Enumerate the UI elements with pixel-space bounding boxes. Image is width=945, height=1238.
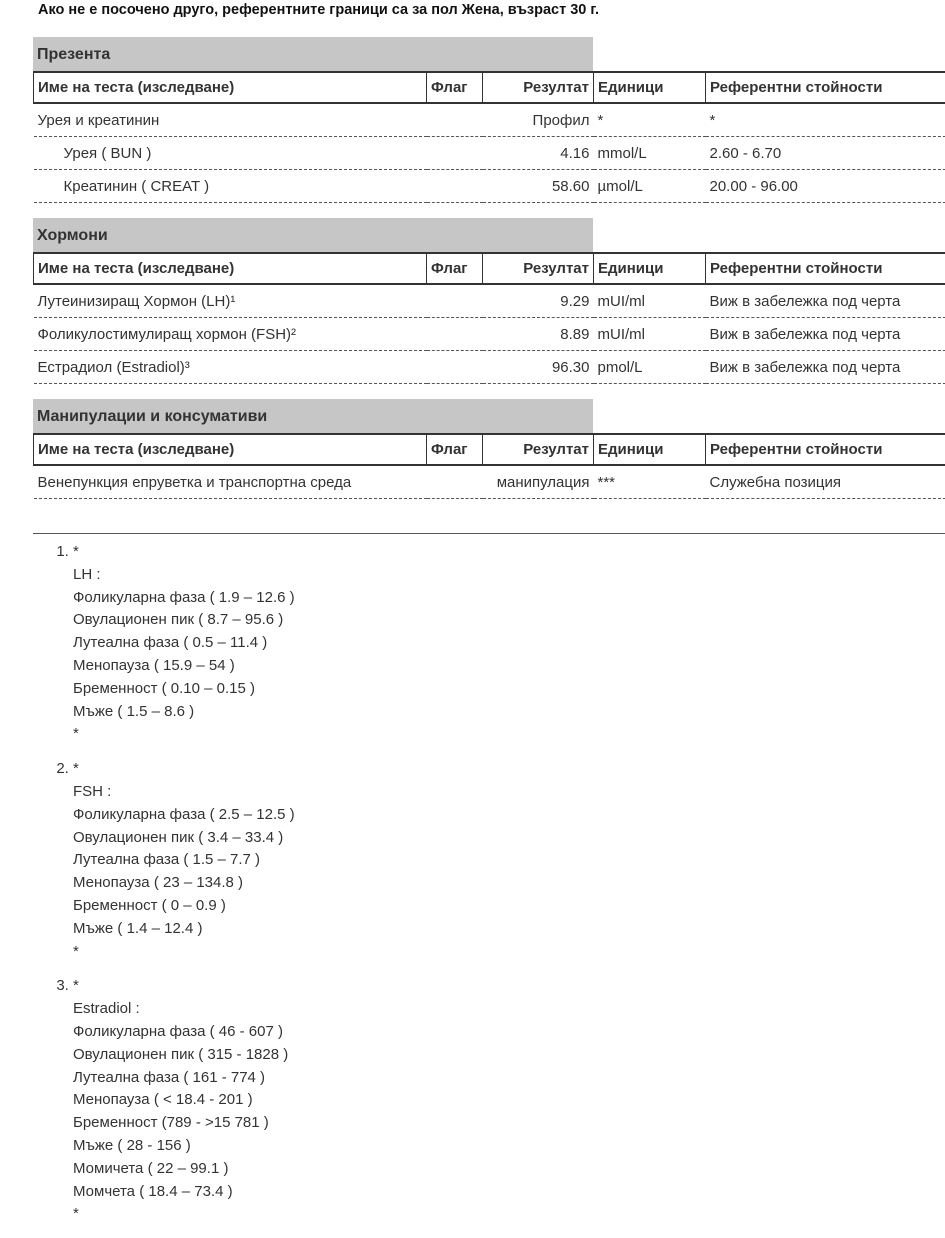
col-flag: Флаг bbox=[427, 253, 483, 284]
section-0 bbox=[33, 37, 945, 203]
reference-range: 2.60 - 6.70 bbox=[706, 137, 945, 170]
units: mmol/L bbox=[594, 137, 706, 170]
footnote-line: Овулационен пик ( 315 - 1828 ) bbox=[73, 1044, 295, 1067]
footnote-line: 2. * bbox=[73, 758, 295, 781]
col-result: Резултат bbox=[483, 434, 594, 465]
col-name: Име на теста (изследване) bbox=[34, 253, 427, 284]
footnote-line: Момичета ( 22 – 99.1 ) bbox=[73, 1158, 295, 1181]
footnote-line: Бременност ( 0 – 0.9 ) bbox=[73, 895, 295, 918]
footnote-line: Менопауза ( 15.9 – 54 ) bbox=[73, 655, 295, 678]
result: Профил bbox=[483, 103, 594, 137]
footnote-line: Мъже ( 1.5 – 8.6 ) bbox=[73, 701, 295, 724]
table-row bbox=[34, 465, 945, 499]
reference-range: Виж в забележка под черта bbox=[706, 318, 945, 351]
footnote-line: * bbox=[73, 941, 295, 964]
results-table bbox=[33, 433, 945, 499]
units: mUI/ml bbox=[594, 284, 706, 318]
footnote-line: Менопауза ( 23 – 134.8 ) bbox=[73, 872, 295, 895]
table-row bbox=[34, 137, 945, 170]
footnote-line: Мъже ( 1.4 – 12.4 ) bbox=[73, 918, 295, 941]
footnotes-list bbox=[0, 541, 295, 1238]
col-ref: Референтни стойности bbox=[706, 253, 945, 284]
reference-range: * bbox=[706, 103, 945, 137]
section-1 bbox=[33, 218, 945, 384]
footnote-line: Фоликуларна фаза ( 2.5 – 12.5 ) bbox=[73, 804, 295, 827]
footnote-line: 3. * bbox=[73, 975, 295, 998]
test-name: Креатинин ( CREAT ) bbox=[34, 170, 427, 203]
units: *** bbox=[594, 465, 706, 499]
test-name: Урея ( BUN ) bbox=[34, 137, 427, 170]
result: 96.30 bbox=[483, 351, 594, 384]
footnote-line: Бременност ( 0.10 – 0.15 ) bbox=[73, 678, 295, 701]
test-name: Лутеинизиращ Хормон (LH)¹ bbox=[34, 284, 427, 318]
result: 9.29 bbox=[483, 284, 594, 318]
table-row bbox=[34, 284, 945, 318]
footnote-line: 1. * bbox=[73, 541, 295, 564]
footnote-line: Момчета ( 18.4 – 73.4 ) bbox=[73, 1181, 295, 1204]
flag bbox=[427, 103, 483, 137]
test-name: Фоликулостимулиращ хормон (FSH)² bbox=[34, 318, 427, 351]
table-header bbox=[34, 434, 945, 465]
footnote-line: Овулационен пик ( 8.7 – 95.6 ) bbox=[73, 609, 295, 632]
footnote-line: Менопауза ( < 18.4 - 201 ) bbox=[73, 1089, 295, 1112]
result: манипулация bbox=[483, 465, 594, 499]
footnote-line: Estradiol : bbox=[73, 998, 295, 1021]
results-table bbox=[33, 252, 945, 384]
col-units: Единици bbox=[594, 253, 706, 284]
table-header bbox=[34, 72, 945, 103]
footnote-line: FSH : bbox=[73, 781, 295, 804]
col-flag: Флаг bbox=[427, 72, 483, 103]
col-result: Резултат bbox=[483, 72, 594, 103]
section-title: Манипулации и консумативи bbox=[33, 399, 593, 433]
flag bbox=[427, 137, 483, 170]
footnote-line: * bbox=[73, 723, 295, 746]
reference-range: Служебна позиция bbox=[706, 465, 945, 499]
result: 58.60 bbox=[483, 170, 594, 203]
reference-range: Виж в забележка под черта bbox=[706, 351, 945, 384]
col-result: Резултат bbox=[483, 253, 594, 284]
table-header bbox=[34, 253, 945, 284]
col-ref: Референтни стойности bbox=[706, 434, 945, 465]
footnote-1 bbox=[73, 541, 295, 746]
results-table bbox=[33, 71, 945, 203]
flag bbox=[427, 351, 483, 384]
footnote-line: Лутеална фаза ( 161 - 774 ) bbox=[73, 1067, 295, 1090]
col-units: Единици bbox=[594, 72, 706, 103]
footnote-line: LH : bbox=[73, 564, 295, 587]
reference-range: 20.00 - 96.00 bbox=[706, 170, 945, 203]
footnote-divider bbox=[33, 533, 945, 534]
units: mUI/ml bbox=[594, 318, 706, 351]
footnote-line: Овулационен пик ( 3.4 – 33.4 ) bbox=[73, 827, 295, 850]
col-units: Единици bbox=[594, 434, 706, 465]
table-row bbox=[34, 318, 945, 351]
flag bbox=[427, 318, 483, 351]
table-row bbox=[34, 351, 945, 384]
footnote-line: Бременност (789 - >15 781 ) bbox=[73, 1112, 295, 1135]
table-row bbox=[34, 103, 945, 137]
flag bbox=[427, 465, 483, 499]
col-name: Име на теста (изследване) bbox=[34, 72, 427, 103]
result: 8.89 bbox=[483, 318, 594, 351]
footnote-2 bbox=[73, 758, 295, 963]
units: pmol/L bbox=[594, 351, 706, 384]
section-2 bbox=[33, 399, 945, 499]
footnote-line: Мъже ( 28 - 156 ) bbox=[73, 1135, 295, 1158]
test-name: Естрадиол (Estradiol)³ bbox=[34, 351, 427, 384]
footnote-line: * bbox=[73, 1203, 295, 1226]
flag bbox=[427, 284, 483, 318]
footnote-line: Фоликуларна фаза ( 1.9 – 12.6 ) bbox=[73, 587, 295, 610]
footnote-line: Фоликуларна фаза ( 46 - 607 ) bbox=[73, 1021, 295, 1044]
col-flag: Флаг bbox=[427, 434, 483, 465]
footnote-line: Лутеална фаза ( 1.5 – 7.7 ) bbox=[73, 849, 295, 872]
section-title: Хормони bbox=[33, 218, 593, 252]
test-name: Урея и креатинин bbox=[34, 103, 427, 137]
col-ref: Референтни стойности bbox=[706, 72, 945, 103]
reference-range: Виж в забележка под черта bbox=[706, 284, 945, 318]
test-name: Венепункция епруветка и транспортна среда bbox=[34, 465, 427, 499]
footnote-3 bbox=[73, 975, 295, 1226]
units: µmol/L bbox=[594, 170, 706, 203]
result: 4.16 bbox=[483, 137, 594, 170]
intro-note: Ако не е посочено друго, референтните граници са за пол Жена, възраст 30 г. bbox=[38, 2, 599, 18]
col-name: Име на теста (изследване) bbox=[34, 434, 427, 465]
section-title: Презента bbox=[33, 37, 593, 71]
table-row bbox=[34, 170, 945, 203]
units: * bbox=[594, 103, 706, 137]
flag bbox=[427, 170, 483, 203]
footnote-line: Лутеална фаза ( 0.5 – 11.4 ) bbox=[73, 632, 295, 655]
